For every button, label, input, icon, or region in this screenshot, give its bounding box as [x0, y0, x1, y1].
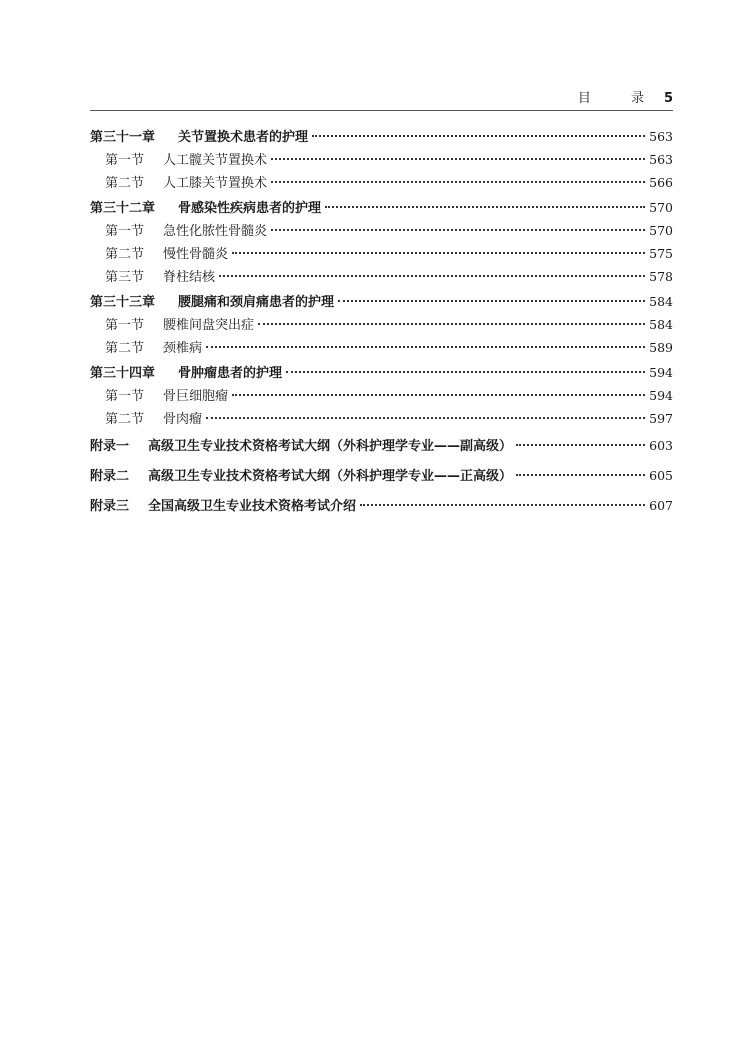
toc-section-entry[interactable] [90, 265, 673, 288]
entry-page: 578 [649, 269, 673, 284]
toc-section-entry[interactable] [90, 171, 673, 194]
header-page-number: 5 [663, 91, 673, 106]
toc-section-entry[interactable] [90, 384, 673, 407]
toc-section-entry[interactable] [90, 336, 673, 359]
dot-leader [258, 323, 645, 325]
dot-leader [271, 229, 645, 231]
entry-title: 急性化脓性骨髓炎 [163, 224, 268, 239]
entry-number: 第三十一章 [90, 130, 156, 145]
entry-page: 603 [649, 438, 673, 453]
entry-number: 附录二 [90, 469, 130, 484]
running-header [578, 90, 673, 108]
dot-leader [338, 300, 645, 302]
entry-number: 第二节 [105, 341, 145, 356]
toc-appendix-entry[interactable] [90, 432, 673, 460]
dot-leader [325, 206, 645, 208]
toc-appendix-entry[interactable] [90, 462, 673, 490]
dot-leader [286, 371, 645, 373]
dot-leader [206, 346, 645, 348]
toc-section-entry[interactable] [90, 148, 673, 171]
entry-title: 人工膝关节置换术 [163, 176, 268, 191]
entry-number: 第二节 [105, 176, 145, 191]
entry-page: 584 [649, 317, 673, 332]
toc-chapter-entry[interactable] [90, 290, 673, 313]
dot-leader [219, 275, 645, 277]
dot-leader [360, 504, 645, 506]
entry-number: 附录一 [90, 439, 130, 454]
dot-leader [516, 474, 645, 476]
toc-chapter-entry[interactable] [90, 125, 673, 148]
entry-page: 607 [649, 498, 673, 513]
entry-title: 脊柱结核 [163, 270, 216, 285]
entry-page: 563 [649, 152, 673, 167]
entry-page: 575 [649, 246, 673, 261]
entry-number: 第三十二章 [90, 201, 156, 216]
entry-title: 腰椎间盘突出症 [163, 318, 255, 333]
entry-title: 全国高级卫生专业技术资格考试介绍 [148, 499, 357, 514]
entry-number: 第一节 [105, 153, 145, 168]
toc-section-entry[interactable] [90, 313, 673, 336]
entry-page: 584 [649, 294, 673, 309]
entry-title: 骨肉瘤 [163, 412, 203, 427]
toc-chapter-entry[interactable] [90, 361, 673, 384]
entry-page: 594 [649, 388, 673, 403]
entry-number: 第一节 [105, 389, 145, 404]
toc-appendix-entry[interactable] [90, 492, 673, 520]
entry-page: 570 [649, 223, 673, 238]
dot-leader [232, 394, 645, 396]
dot-leader [271, 158, 645, 160]
entry-number: 第三节 [105, 270, 145, 285]
dot-leader [206, 417, 645, 419]
entry-title: 高级卫生专业技术资格考试大纲（外科护理学专业——副高级） [148, 439, 513, 454]
table-of-contents [90, 123, 673, 520]
entry-number: 第三十四章 [90, 366, 156, 381]
entry-page: 563 [649, 129, 673, 144]
entry-number: 第一节 [105, 224, 145, 239]
entry-page: 570 [649, 200, 673, 215]
entry-number: 附录三 [90, 499, 130, 514]
entry-page: 594 [649, 365, 673, 380]
entry-page: 566 [649, 175, 673, 190]
entry-title: 骨肿瘤患者的护理 [178, 366, 283, 381]
entry-number: 第二节 [105, 247, 145, 262]
entry-title: 高级卫生专业技术资格考试大纲（外科护理学专业——正高级） [148, 469, 513, 484]
entry-title: 慢性骨髓炎 [163, 247, 229, 262]
toc-section-entry[interactable] [90, 242, 673, 265]
dot-leader [271, 181, 645, 183]
dot-leader [516, 444, 645, 446]
entry-title: 颈椎病 [163, 341, 203, 356]
entry-page: 605 [649, 468, 673, 483]
header-label: 目 录 [577, 91, 662, 106]
entry-number: 第三十三章 [90, 295, 156, 310]
toc-section-entry[interactable] [90, 407, 673, 430]
toc-section-entry[interactable] [90, 219, 673, 242]
entry-title: 骨感染性疾病患者的护理 [178, 201, 322, 216]
dot-leader [312, 135, 645, 137]
entry-title: 人工髋关节置换术 [163, 153, 268, 168]
page-header [90, 90, 673, 111]
entry-page: 589 [649, 340, 673, 355]
entry-page: 597 [649, 411, 673, 426]
entry-title: 腰腿痛和颈肩痛患者的护理 [178, 295, 335, 310]
dot-leader [232, 252, 645, 254]
entry-number: 第一节 [105, 318, 145, 333]
entry-title: 关节置换术患者的护理 [178, 130, 309, 145]
entry-number: 第二节 [105, 412, 145, 427]
entry-title: 骨巨细胞瘤 [163, 389, 229, 404]
toc-chapter-entry[interactable] [90, 196, 673, 219]
